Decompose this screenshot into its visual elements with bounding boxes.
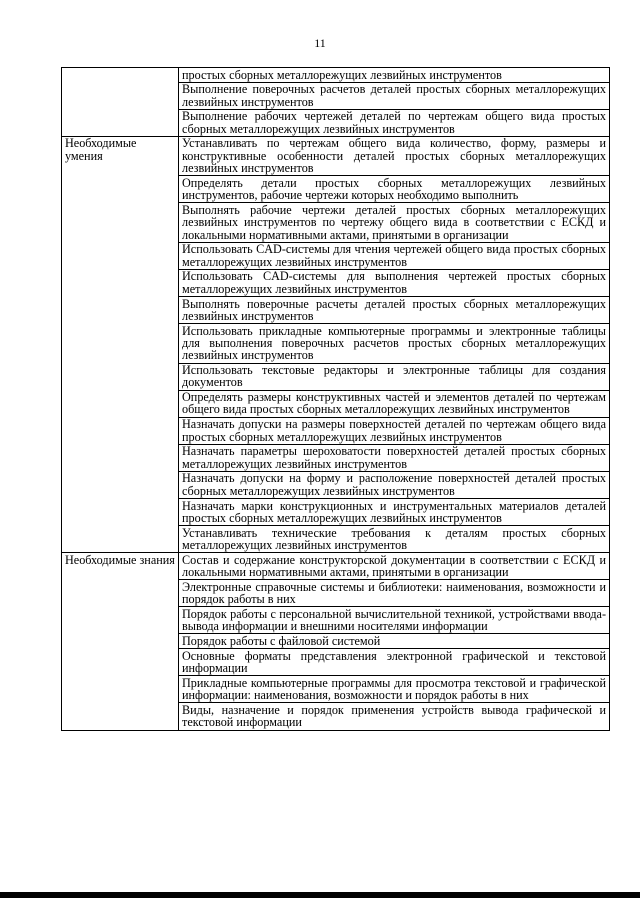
- section-item: Состав и содержание конструкторской документации в соответствии с ЕСКД и локальными нормативными актами, принятыми в организации: [179, 553, 610, 580]
- table-row: [62, 68, 610, 83]
- scan-edge-bar: [0, 892, 640, 898]
- section-item: Порядок работы с персональной вычислительной техникой, устройствами ввода-вывода информации и внешними носителями информации: [179, 607, 610, 634]
- section-item: Выполнять рабочие чертежи деталей простых сборных металлорежущих лезвийных инструментов по чертежу общего вида в соответствии с ЕСКД и локальными нормативными актами, принятыми в организации: [179, 203, 610, 242]
- section-item: Устанавливать технические требования к деталям простых сборных металлорежущих лезвийных инструментов: [179, 526, 610, 553]
- section-item: Электронные справочные системы и библиотеки: наименования, возможности и порядок работы в них: [179, 580, 610, 607]
- section-item: Использовать прикладные компьютерные программы и электронные таблицы для выполнения поверочных расчетов простых сборных металлорежущих лезвийных инструментов: [179, 324, 610, 363]
- section-item: Выполнение рабочих чертежей деталей по чертежам общего вида простых сборных металлорежущих лезвийных инструментов: [179, 109, 610, 136]
- section-label: Необходимые знания: [62, 553, 179, 730]
- section-item: Назначать параметры шероховатости поверхностей деталей простых сборных металлорежущих лезвийных инструментов: [179, 444, 610, 471]
- section-item: Порядок работы с файловой системой: [179, 634, 610, 649]
- section-item: Устанавливать по чертежам общего вида количество, форму, размеры и конструктивные особенности деталей простых сборных металлорежущих лезвийных инструментов: [179, 136, 610, 175]
- page-number: 11: [314, 36, 326, 50]
- section-item: Виды, назначение и порядок применения устройств вывода графической и текстовой информации: [179, 703, 610, 730]
- table-row: [62, 553, 610, 580]
- section-item: Определять размеры конструктивных частей и элементов деталей по чертежам общего вида простых сборных металлорежущих лезвийных инструментов: [179, 390, 610, 417]
- section-item: Использовать CAD-системы для выполнения чертежей простых сборных металлорежущих лезвийных инструментов: [179, 269, 610, 296]
- section-item: Назначать допуски на размеры поверхностей деталей по чертежам общего вида простых сборных металлорежущих лезвийных инструментов: [179, 417, 610, 444]
- section-item: Выполнять поверочные расчеты деталей простых сборных металлорежущих лезвийных инструментов: [179, 297, 610, 324]
- section-item: Определять детали простых сборных металлорежущих лезвийных инструментов, рабочие чертежи которых необходимо выполнить: [179, 176, 610, 203]
- section-item: Использовать CAD-системы для чтения чертежей общего вида простых сборных металлорежущих лезвийных инструментов: [179, 242, 610, 269]
- section-item: Назначать допуски на форму и расположение поверхностей деталей простых сборных металлорежущих лезвийных инструментов: [179, 471, 610, 498]
- section-item: простых сборных металлорежущих лезвийных инструментов: [179, 68, 610, 83]
- table-body: [62, 68, 610, 731]
- section-item: Основные форматы представления электронной графической и текстовой информации: [179, 649, 610, 676]
- section-item: Выполнение поверочных расчетов деталей простых сборных металлорежущих лезвийных инструментов: [179, 82, 610, 109]
- table-row: [62, 136, 610, 175]
- section-item: Назначать марки конструкционных и инструментальных материалов деталей простых сборных металлорежущих лезвийных инструментов: [179, 499, 610, 526]
- section-label: [62, 68, 179, 137]
- section-item: Прикладные компьютерные программы для просмотра текстовой и графической информации: наименования, возможности и порядок работы в них: [179, 676, 610, 703]
- section-label: Необходимые умения: [62, 136, 179, 552]
- requirements-table: [61, 67, 610, 731]
- section-item: Использовать текстовые редакторы и электронные таблицы для создания документов: [179, 363, 610, 390]
